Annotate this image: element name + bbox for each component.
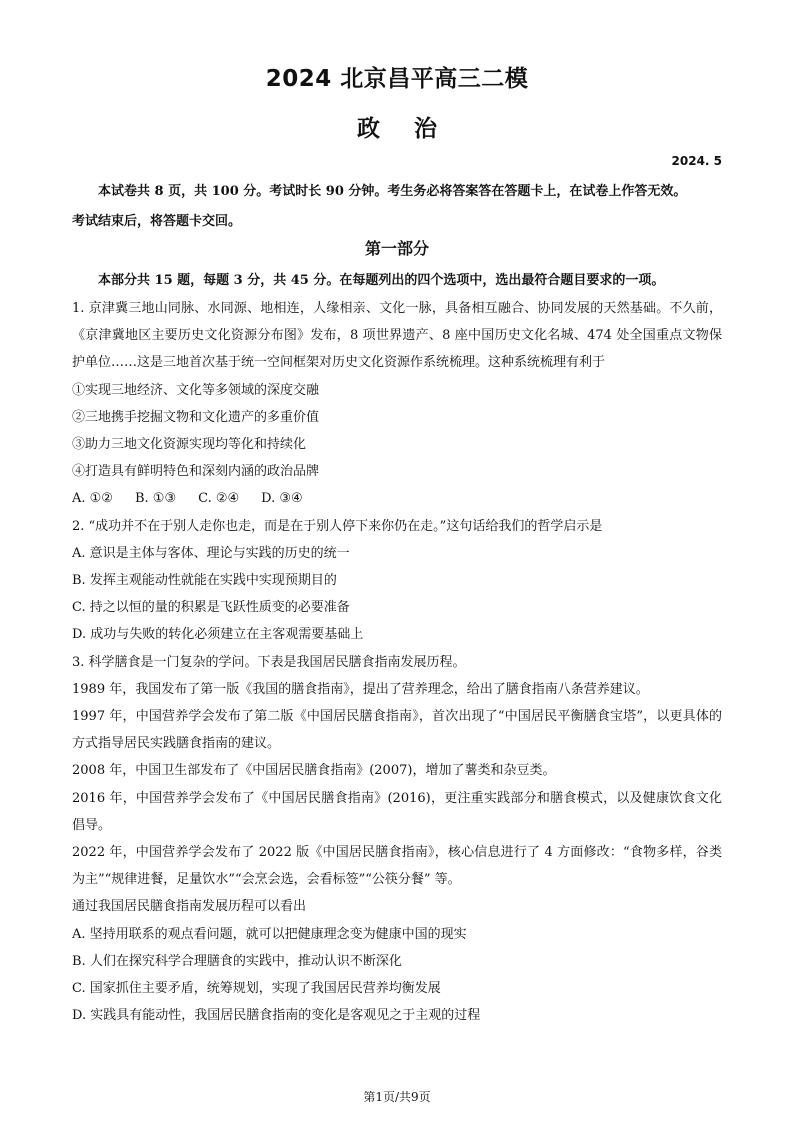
exam-instructions [72, 177, 722, 237]
question-3-option-c: C. 国家抓住主要矛盾，统筹规划，实现了我国居民营养均衡发展 [72, 981, 441, 997]
question-1-option-d: D. ③④ [261, 491, 303, 507]
exam-title: 2024 北京昌平高三二模 [265, 66, 529, 92]
question-2-option-d: D. 成功与失败的转化必须建立在主客观需要基础上 [72, 627, 364, 643]
question-2-option-c: C. 持之以恒的量的积累是飞跃性质变的必要准备 [72, 600, 350, 616]
timeline-1989: 1989 年，我国发布了第一版《我国的膳食指南》，提出了营养理念，给出了膳食指南八条营养建议。 [72, 681, 649, 697]
question-3-option-d: D. 实践具有能动性，我国居民膳食指南的变化是客观见之于主观的过程 [72, 1008, 481, 1024]
questions-body [72, 295, 722, 1029]
question-1-statement-2: ②三地携手挖掘文物和文化遗产的多重价值 [72, 409, 320, 425]
question-1-statement-1: ①实现三地经济、文化等多领域的深度交融 [72, 382, 320, 398]
question-1-statement-3: ③助力三地文化资源实现均等化和持续化 [72, 437, 307, 453]
page-number: 第1页/共9页 [363, 1090, 431, 1104]
question-3-option-b: B. 人们在探究科学合理膳食的实践中，推动认识不断深化 [72, 953, 402, 969]
question-2-option-b: B. 发挥主观能动性就能在实践中实现预期目的 [72, 573, 337, 589]
question-1-stem: 1. 京津冀三地山同脉、水同源、地相连，人缘相亲、文化一脉，具备相互融合、协同发展的天然基础。不久前，《京津冀地区主要历史文化资源分布图》发布，8 项世界遗产、8 座中国历史文化名城、474 处全国重点文物保护单位……这是三地首次基于统一空间框架对历史文化资源作系统梳理。这种系统梳理有利于 [72, 301, 722, 371]
instructions-line-2: 考试结束后，将答题卡交回。 [72, 214, 242, 229]
timeline-1997: 1997 年，中国营养学会发布了第二版《中国居民膳食指南》，首次出现了“中国居民平衡膳食宝塔”，以更具体的方式指导居民实践膳食指南的建议。 [72, 709, 722, 752]
question-1-statement-4: ④打造具有鲜明特色和深刻内涵的政治品牌 [72, 464, 320, 480]
part-heading: 第一部分 [364, 239, 429, 258]
exam-date: 2024. 5 [671, 154, 722, 168]
question-3-option-a: A. 坚持用联系的观点看问题，就可以把健康理念变为健康中国的现实 [72, 926, 467, 942]
question-3-prompt: 通过我国居民膳食指南发展历程可以看出 [72, 899, 307, 915]
question-3-stem: 3. 科学膳食是一门复杂的学问。下表是我国居民膳食指南发展历程。 [72, 654, 466, 670]
timeline-2016: 2016 年，中国营养学会发布了《中国居民膳食指南》(2016)，更注重实践部分和膳食模式，以及健康饮食文化倡导。 [72, 790, 722, 833]
question-1-option-a: A. ①② [72, 491, 113, 507]
question-1-option-c: C. ②④ [198, 491, 240, 507]
timeline-2022: 2022 年，中国营养学会发布了 2022 版《中国居民膳食指南》，核心信息进行了 4 方面修改：“食物多样，谷类为主”“规律进餐，足量饮水”“会烹会选，会看标签”“公筷分餐” 等。 [72, 845, 722, 888]
section-intro: 本部分共 15 题，每题 3 分，共 45 分。在每题列出的四个选项中，选出最符合题目要求的一项。 [98, 273, 665, 288]
instructions-line-1: 本试卷共 8 页，共 100 分。考试时长 90 分钟。考生务必将答案答在答题卡上，在试卷上作答无效。 [98, 184, 687, 199]
question-1-option-b: B. ①③ [134, 491, 177, 507]
question-2-stem: 2. “成功并不在于别人走你也走，而是在于别人停下来你仍在走。”这句话给我们的哲学启示是 [72, 518, 603, 534]
question-2-option-a: A. 意识是主体与客体、理论与实践的历史的统一 [72, 545, 350, 561]
question-1-options [72, 485, 722, 512]
subject-heading: 政治 [357, 116, 471, 142]
timeline-2008: 2008 年，中国卫生部发布了《中国居民膳食指南》(2007)，增加了薯类和杂豆类。 [72, 763, 556, 779]
